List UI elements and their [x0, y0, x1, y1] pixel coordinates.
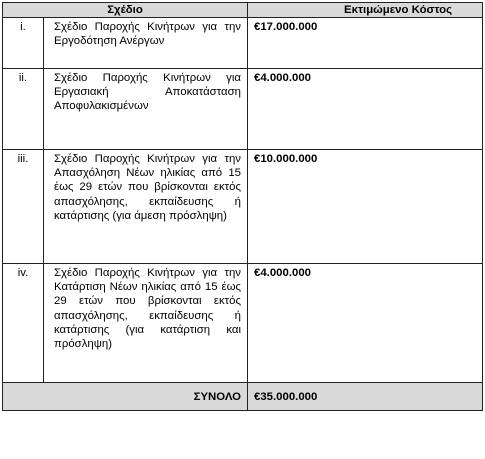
table-header-row	[3, 3, 483, 18]
plan-description: Σχέδιο Παροχής Κινήτρων για την Εργοδότηση Ανέργων	[44, 18, 248, 69]
estimated-cost: €10.000.000	[248, 150, 483, 264]
plan-description: Σχέδιο Παροχής Κινήτρων για Εργασιακή Αποκατάσταση Αποφυλακισμένων	[44, 69, 248, 150]
plan-description: Σχέδιο Παροχής Κινήτρων για την Κατάρτιση Νέων ηλικίας από 15 έως 29 ετών που βρίσκονται εκτός απασχόλησης, εκπαίδευσης ή κατάρτισης (για κατάρτιση και πρόσληψη)	[44, 264, 248, 383]
table-row	[3, 18, 483, 69]
plan-column-header: Σχέδιο	[3, 3, 248, 18]
cost-table	[2, 2, 483, 411]
plan-description: Σχέδιο Παροχής Κινήτρων για την Απασχόληση Νέων ηλικίας από 15 έως 29 ετών που βρίσκονται εκτός απασχόλησης, εκπαίδευσης ή κατάρτισης (για άμεση πρόσληψη)	[44, 150, 248, 264]
table-row	[3, 150, 483, 264]
row-number: i.	[3, 18, 44, 69]
estimated-cost: €4.000.000	[248, 264, 483, 383]
cost-column-header: Εκτιμώμενο Κόστος	[248, 3, 483, 18]
total-value: €35.000.000	[248, 383, 483, 411]
estimated-cost: €17.000.000	[248, 18, 483, 69]
row-number: ii.	[3, 69, 44, 150]
table-row	[3, 264, 483, 383]
table-row	[3, 69, 483, 150]
total-label: ΣΥΝΟΛΟ	[3, 383, 248, 411]
row-number: iv.	[3, 264, 44, 383]
estimated-cost: €4.000.000	[248, 69, 483, 150]
total-row	[3, 383, 483, 411]
row-number: iii.	[3, 150, 44, 264]
